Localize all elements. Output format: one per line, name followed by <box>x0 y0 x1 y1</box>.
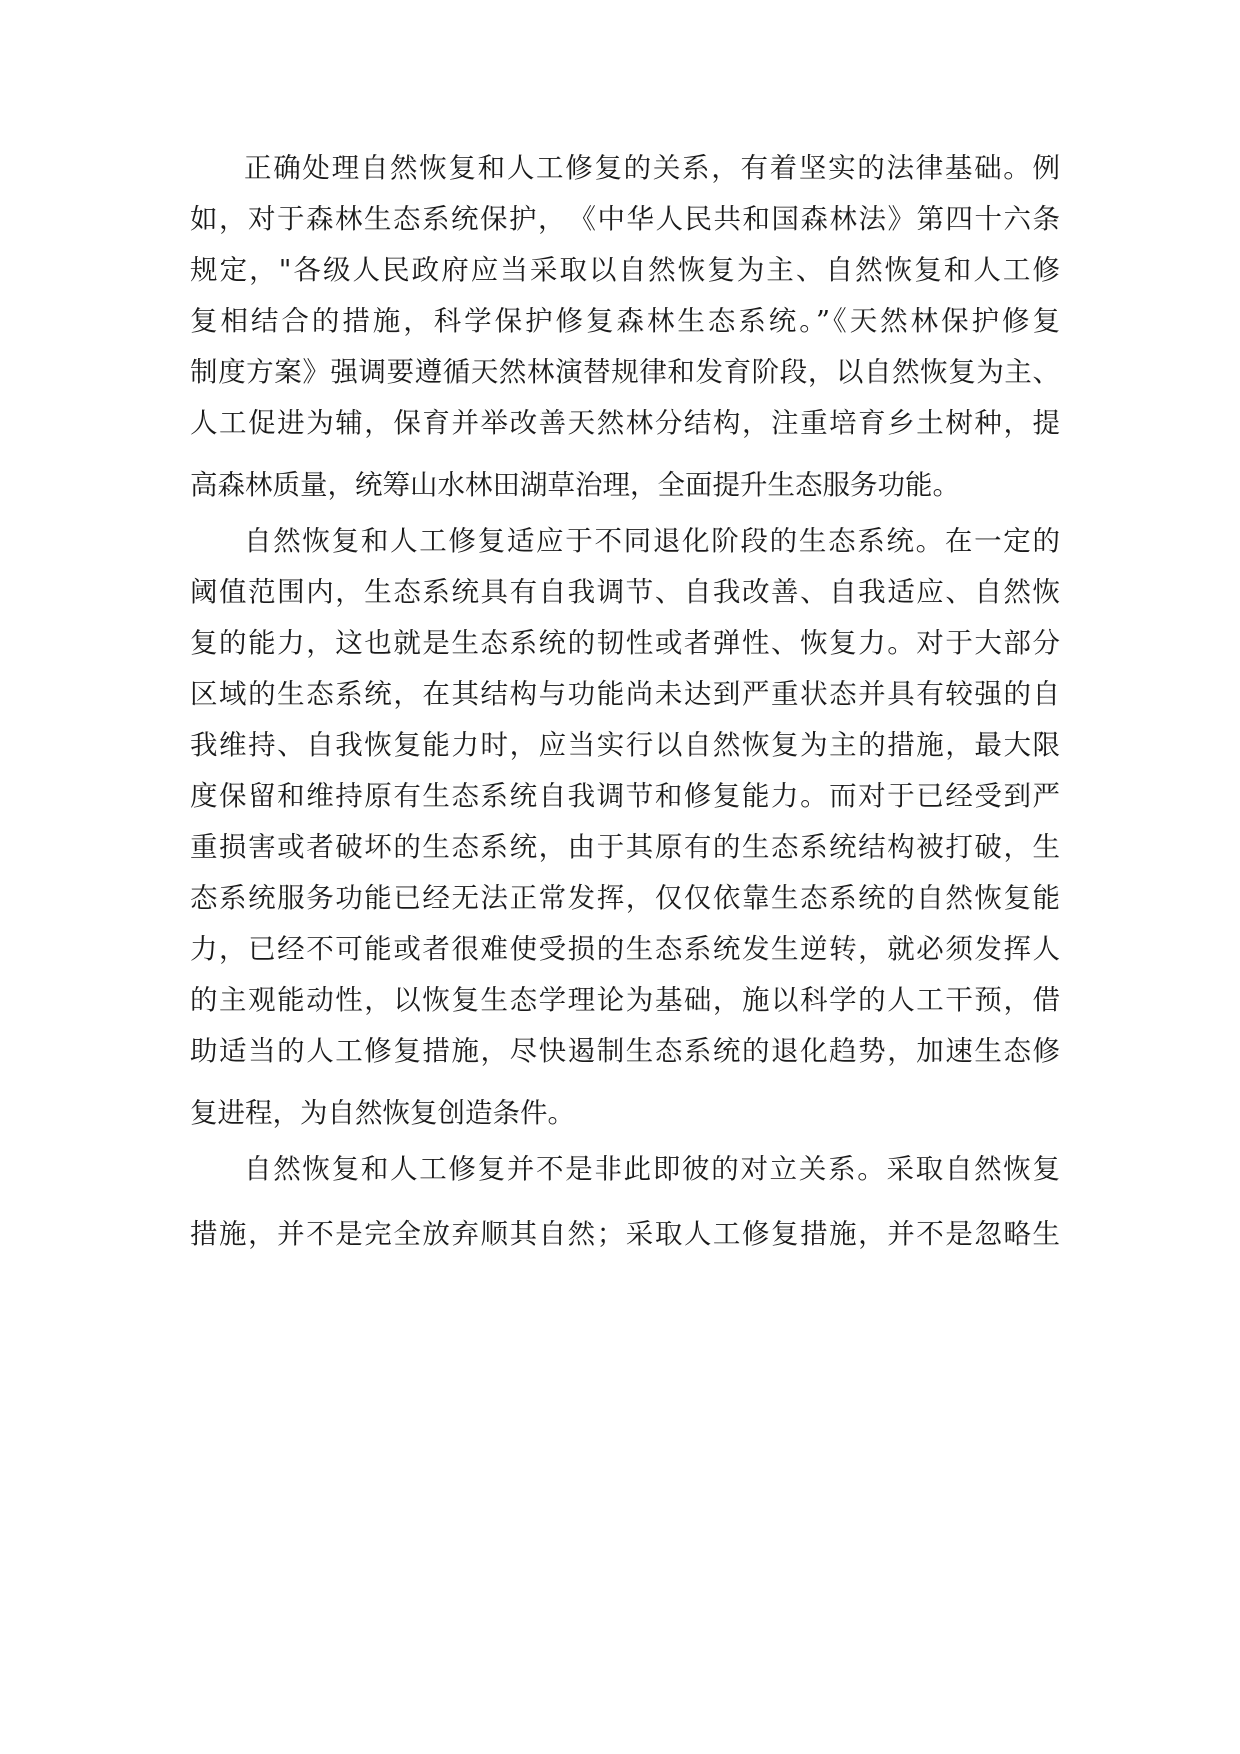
text-line: 力，已经不可能或者很难使受损的生态系统发生逆转，就必须发挥人 <box>190 933 1060 965</box>
text-line: 复的能力，这也就是生态系统的韧性或者弹性、恢复力。对于大部分 <box>190 627 1060 659</box>
text-line: 我维持、自我恢复能力时，应当实行以自然恢复为主的措施，最大限 <box>190 729 1060 761</box>
text-line: 重损害或者破坏的生态系统，由于其原有的生态系统结构被打破，生 <box>190 831 1060 863</box>
text-line: 高森林质量，统筹山水林田湖草治理，全面提升生态服务功能。 <box>190 469 960 501</box>
text-line: 自然恢复和人工修复适应于不同退化阶段的生态系统。在一定的 <box>244 525 1060 557</box>
text-line: 复相结合的措施，科学保护修复森林生态系统。”《天然林保护修复 <box>190 305 1060 337</box>
text-line: 正确处理自然恢复和人工修复的关系，有着坚实的法律基础。例 <box>244 152 1060 184</box>
text-line: 制度方案》强调要遵循天然林演替规律和发育阶段，以自然恢复为主、 <box>190 356 1060 388</box>
text-line: 阈值范围内，生态系统具有自我调节、自我改善、自我适应、自然恢 <box>190 576 1060 608</box>
text-line: 如，对于森林生态系统保护， 《中华人民共和国森林法》第四十六条 <box>190 203 1060 235</box>
text-line: 人工促进为辅，保育并举改善天然林分结构，注重培育乡土树种，提 <box>190 407 1060 439</box>
text-line: 复进程，为自然恢复创造条件。 <box>190 1097 575 1129</box>
text-line: 度保留和维持原有生态系统自我调节和修复能力。而对于已经受到严 <box>190 780 1060 812</box>
text-line: 区域的生态系统，在其结构与功能尚未达到严重状态并具有较强的自 <box>190 678 1060 710</box>
text-line: 措施，并不是完全放弃顺其自然；采取人工修复措施，并不是忽略生 <box>190 1218 1060 1250</box>
text-line: 态系统服务功能已经无法正常发挥，仅仅依靠生态系统的自然恢复能 <box>190 882 1060 914</box>
text-line: 助适当的人工修复措施，尽快遏制生态系统的退化趋势，加速生态修 <box>190 1035 1060 1067</box>
text-line: 的主观能动性，以恢复生态学理论为基础，施以科学的人工干预，借 <box>190 984 1060 1016</box>
text-line: 规定，"各级人民政府应当采取以自然恢复为主、自然恢复和人工修 <box>190 254 1060 286</box>
text-line: 自然恢复和人工修复并不是非此即彼的对立关系。采取自然恢复 <box>244 1153 1060 1185</box>
